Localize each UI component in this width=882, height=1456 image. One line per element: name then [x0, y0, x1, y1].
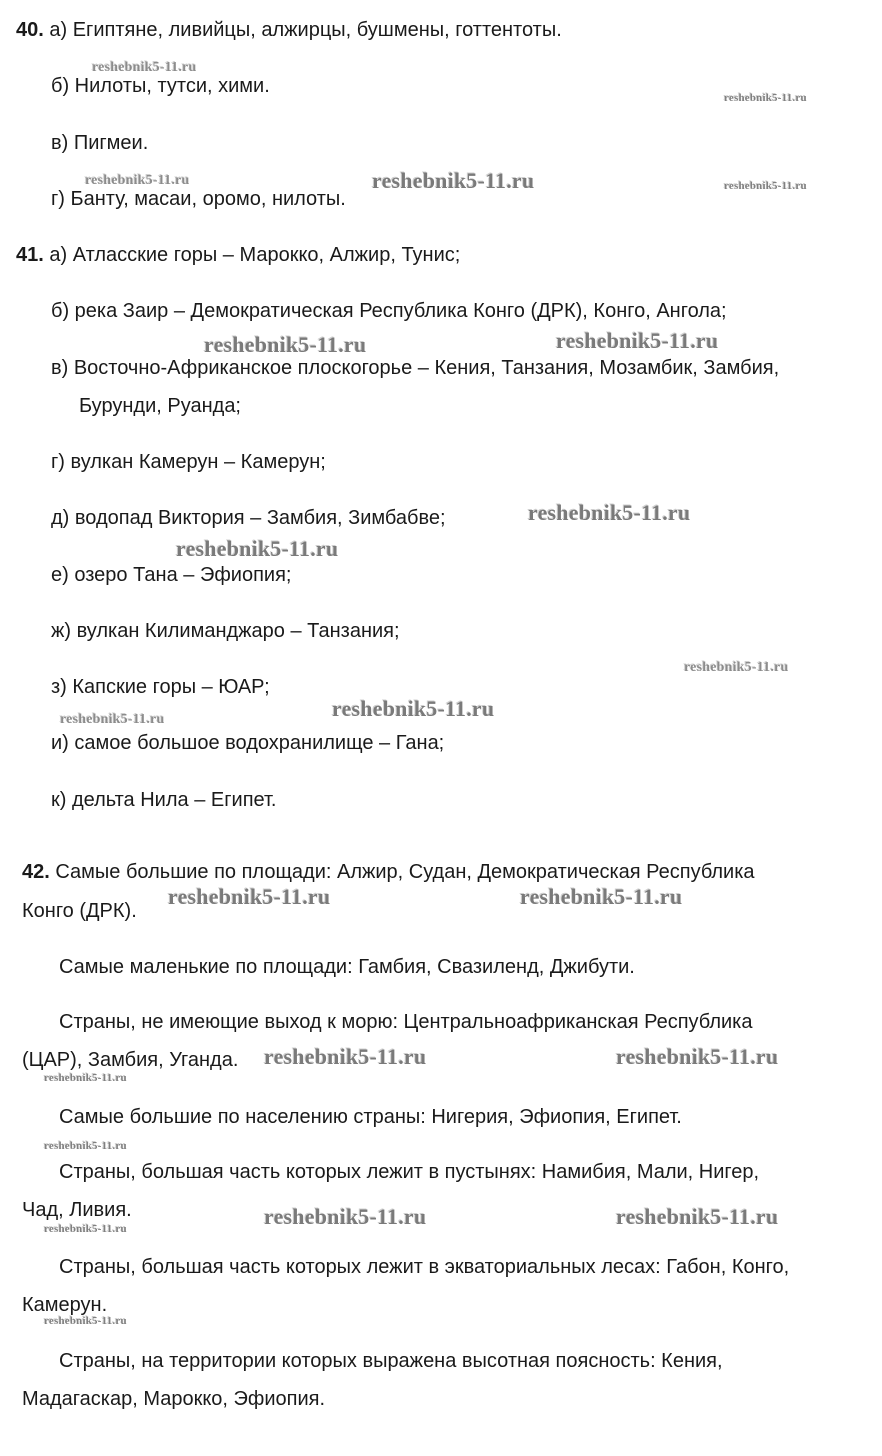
watermark: reshebnik5-11.ru — [264, 1204, 427, 1229]
q42-p7-line1: Страны, на территории которых выражена высотная поясность: Кения, — [59, 1350, 723, 1372]
q41-line-a — [16, 243, 460, 267]
watermark: reshebnik5-11.ru — [684, 660, 789, 675]
q40-answer-b: б) Нилоты, тутси, хими. — [51, 75, 270, 97]
q41-answer-i: и) самое большое водохранилище – Гана; — [51, 732, 445, 754]
watermark: reshebnik5-11.ru — [92, 60, 197, 75]
watermark: reshebnik5-11.ru — [85, 173, 190, 188]
q40-line-a — [16, 18, 562, 42]
watermark: reshebnik5-11.ru — [528, 500, 691, 525]
q42-p4: Самые большие по населению страны: Нигерия, Эфиопия, Египет. — [59, 1106, 682, 1128]
watermark: reshebnik5-11.ru — [204, 332, 367, 357]
watermark: reshebnik5-11.ru — [724, 180, 807, 192]
watermark: reshebnik5-11.ru — [44, 1223, 127, 1235]
q42-p1-line1: Самые большие по площади: Алжир, Судан, Демократическая Республика — [49, 861, 755, 883]
q42-p3-line1: Страны, не имеющие выход к морю: Центральноафриканская Республика — [59, 1011, 753, 1033]
q42-p5-line2: Чад, Ливия. — [22, 1199, 132, 1221]
q41-answer-a: а) Атласские горы – Марокко, Алжир, Тунис; — [49, 244, 461, 266]
q41-answer-b: б) река Заир – Демократическая Республика Конго (ДРК), Конго, Ангола; — [51, 300, 727, 322]
q41-answer-k: к) дельта Нила – Египет. — [51, 789, 277, 811]
watermark: reshebnik5-11.ru — [60, 712, 165, 727]
q41-answer-z: з) Капские горы – ЮАР; — [51, 676, 270, 698]
watermark: reshebnik5-11.ru — [44, 1072, 127, 1084]
q40-number: 40. — [16, 19, 44, 41]
q42-p2: Самые маленькие по площади: Гамбия, Свазиленд, Джибути. — [59, 956, 635, 978]
watermark: reshebnik5-11.ru — [176, 536, 339, 561]
q41-answer-v-line2: Бурунди, Руанда; — [79, 395, 241, 417]
watermark: reshebnik5-11.ru — [616, 1204, 779, 1229]
watermark: reshebnik5-11.ru — [372, 168, 535, 193]
watermark: reshebnik5-11.ru — [264, 1044, 427, 1069]
q41-answer-v-line1: в) Восточно-Африканское плоскогорье – Кения, Танзания, Мозамбик, Замбия, — [51, 357, 780, 379]
watermark: reshebnik5-11.ru — [616, 1044, 779, 1069]
watermark: reshebnik5-11.ru — [168, 884, 331, 909]
q41-answer-g: г) вулкан Камерун – Камерун; — [51, 451, 326, 473]
q40-answer-g: г) Банту, масаи, оромо, нилоты. — [51, 188, 346, 210]
q42-line-1a — [22, 860, 755, 884]
q42-p7-line2: Мадагаскар, Марокко, Эфиопия. — [22, 1388, 326, 1410]
watermark: reshebnik5-11.ru — [44, 1140, 127, 1152]
q40-answer-v: в) Пигмеи. — [51, 132, 149, 154]
q41-answer-e: е) озеро Тана – Эфиопия; — [51, 564, 292, 586]
q41-answer-zh: ж) вулкан Килиманджаро – Танзания; — [51, 620, 400, 642]
q42-p6-line1: Страны, большая часть которых лежит в экваториальных лесах: Габон, Конго, — [59, 1256, 790, 1278]
watermark: reshebnik5-11.ru — [44, 1315, 127, 1327]
watermark: reshebnik5-11.ru — [724, 92, 807, 104]
q42-p5-line1: Страны, большая часть которых лежит в пустынях: Намибия, Мали, Нигер, — [59, 1161, 760, 1183]
q42-p6-line2: Камерун. — [22, 1294, 108, 1316]
watermark: reshebnik5-11.ru — [520, 884, 683, 909]
q42-p1-line2: Конго (ДРК). — [22, 900, 137, 922]
watermark: reshebnik5-11.ru — [332, 696, 495, 721]
watermark: reshebnik5-11.ru — [556, 328, 719, 353]
q40-answer-a: а) Египтяне, ливийцы, алжирцы, бушмены, готтентоты. — [49, 19, 562, 41]
q42-number: 42. — [22, 861, 50, 883]
q42-p3-line2: (ЦАР), Замбия, Уганда. — [22, 1049, 239, 1071]
q41-answer-d: д) водопад Виктория – Замбия, Зимбабве; — [51, 507, 446, 529]
q41-number: 41. — [16, 244, 44, 266]
